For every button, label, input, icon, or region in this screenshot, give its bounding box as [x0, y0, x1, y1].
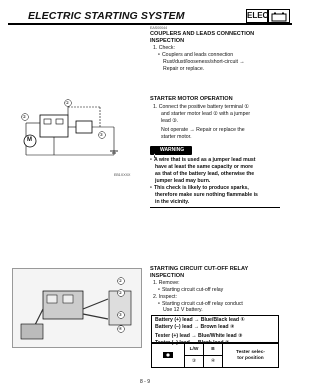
section1-step1: 1. Check: [153, 45, 175, 51]
callout-1: ① [65, 100, 70, 105]
col-header-tester-line2: tor position [237, 355, 264, 361]
section1-title-cont: INSPECTION [150, 38, 185, 44]
section3-step1: 1. Remove: [153, 280, 180, 286]
section2-result-a: Not operate → Repair or replace the [161, 127, 245, 133]
warning2-cont1: therefore make sure nothing flammable is [155, 192, 258, 198]
section2-title: STARTER MOTOR OPERATION [150, 96, 233, 102]
callout-1: ① [118, 278, 123, 283]
col-num-lw: ③ [185, 356, 204, 368]
section1-title: COUPLERS AND LEADS CONNECTION [150, 31, 255, 37]
section-tag: EAS00044 [150, 26, 168, 30]
section3-step1-bullet: ● Starting circuit cut-off relay [158, 287, 223, 294]
section3-title: STARTING CIRCUIT CUT-OFF RELAY [150, 266, 249, 272]
warning1-cont1: have at least the same capacity or more [155, 164, 254, 170]
callout-3: ③ [99, 132, 104, 137]
elec-badge: ELEC [246, 9, 268, 23]
col-header-tester-line1: Tester selec- [236, 350, 265, 355]
section2-step1-a: 1. Connect the positive battery terminal ① [153, 104, 250, 110]
starter-motor-diagram [14, 95, 139, 180]
wire-line-3: Tester (+) lead → Blue/White lead ③ [155, 333, 243, 340]
wiring-instructions [151, 315, 279, 346]
warning2-cont2: in the vicinity. [155, 199, 190, 205]
warning2: ● This check is likely to produce sparks, [150, 185, 249, 192]
callout-3: ③ [118, 312, 123, 317]
col-header-b: B [204, 344, 223, 356]
warning1: ● A wire that is used as a jumper lead must [150, 157, 256, 164]
page-header-title: ELECTRIC STARTING SYSTEM [28, 10, 185, 22]
tester-icon [162, 351, 174, 359]
section1-bullet: ● Couplers and leads connection [158, 52, 233, 59]
callout-2: ② [118, 290, 123, 295]
callout-4: ④ [118, 326, 123, 331]
continuity-table [151, 343, 279, 368]
relay-illustration [12, 268, 142, 348]
callout-2: ② [22, 114, 27, 119]
warning1-cont3: jumper lead may burn. [155, 178, 211, 184]
header-rule [8, 23, 292, 25]
page-number: 8 - 9 [140, 379, 151, 385]
section1-bullet-cont2: Repair or replace. [163, 66, 205, 72]
col-header-tester [223, 344, 279, 368]
wire-line-1: Battery (+) lead → Blue/Black lead ① [155, 317, 245, 323]
section2-step1-b: and starter motor lead ② with a jumper [161, 111, 251, 117]
section3-title-cont: INSPECTION [150, 273, 185, 279]
battery-icon [268, 9, 290, 23]
warning-end-rule [150, 207, 280, 208]
wire-line-4: Tester (–) lead → Black lead ④ [155, 339, 230, 346]
section2-result-b: starter motor. [161, 134, 192, 140]
table-icon-cell [152, 344, 185, 368]
figure-code: EB1XXXX [114, 173, 131, 177]
section1-bullet-cont1: Rust/dust/looseness/short-circuit → [163, 59, 245, 65]
col-header-lw: L/W [185, 344, 204, 356]
warning-label: WARNING [150, 146, 192, 155]
wire-line-2: Battery (–) lead → Brown lead ② [155, 323, 235, 330]
section3-step2: 2. Inspect: [153, 294, 177, 300]
motor-label: M [27, 137, 32, 143]
warning1-cont2: as that of the battery lead, otherwise the [155, 171, 255, 177]
section2-step1-c: lead ③. [161, 118, 179, 124]
col-num-b: ④ [204, 356, 223, 368]
section3-step2-bullet-cont: Use 12 V battery. [163, 307, 203, 313]
section3-step2-bullet: ● Starting circuit cut-off relay conduct [158, 301, 243, 308]
